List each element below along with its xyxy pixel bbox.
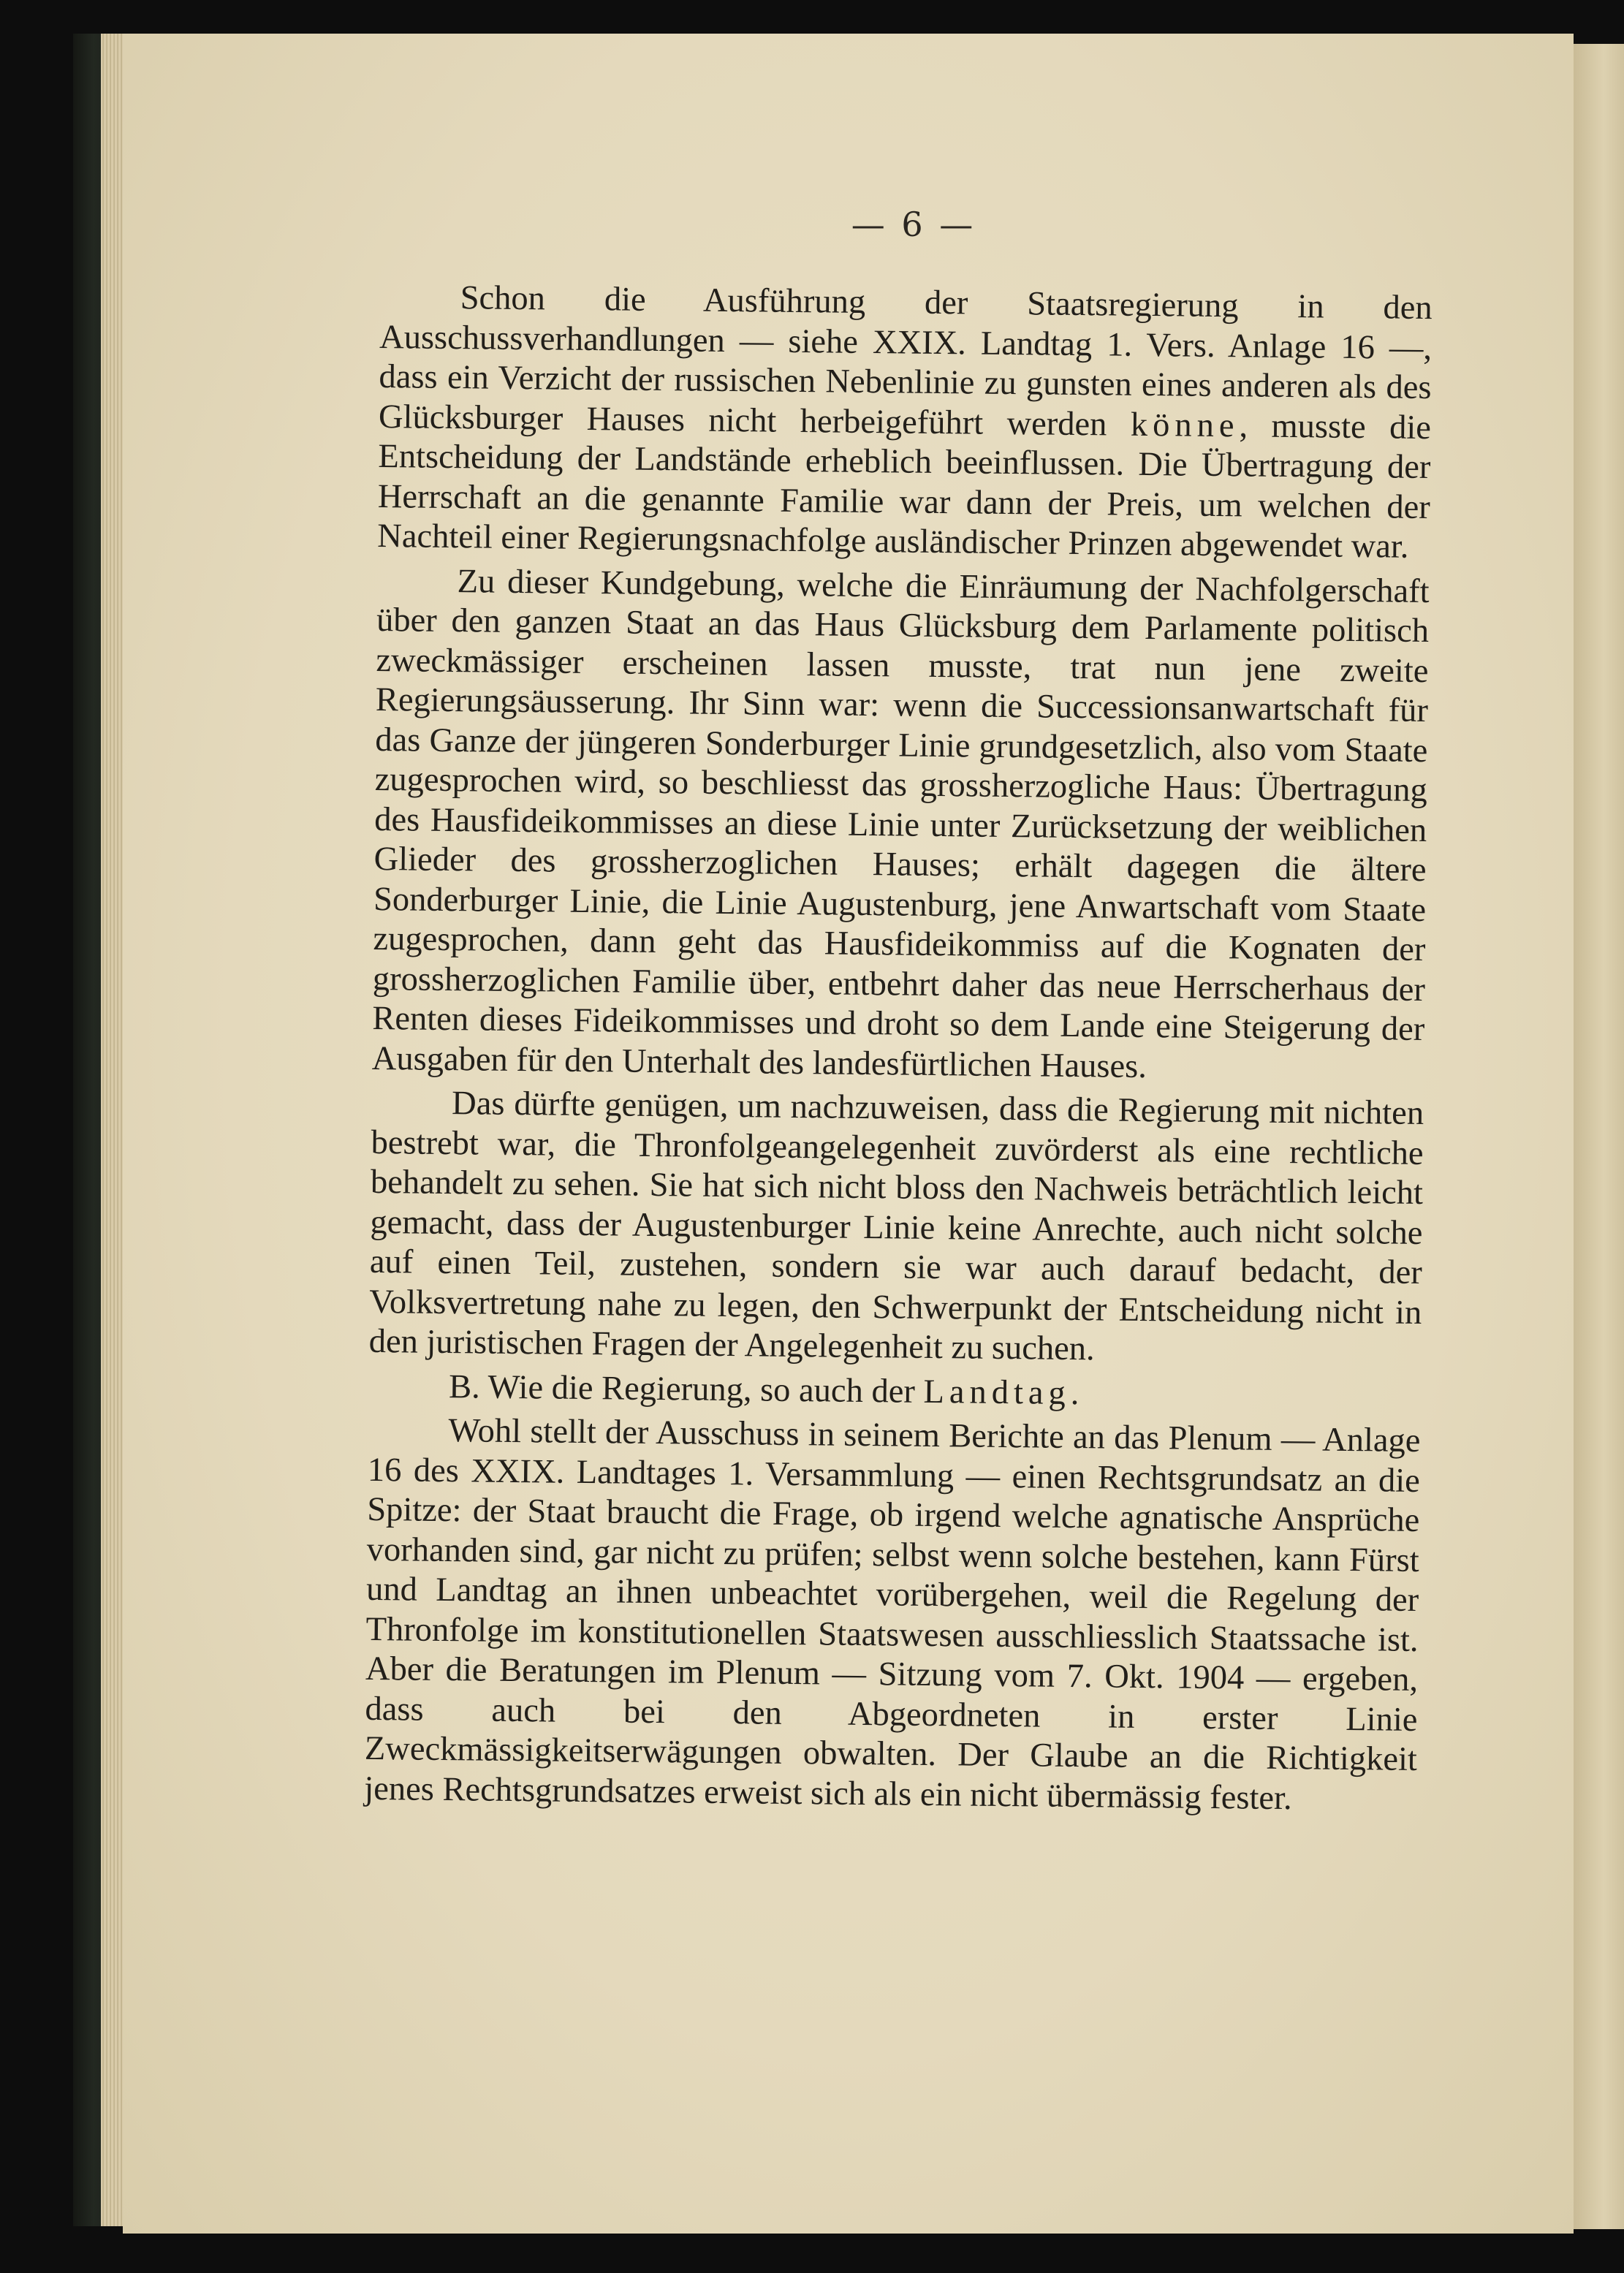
section-heading-part-1: B. Wie die Regierung, so auch der [448, 1367, 924, 1411]
paragraph-5: Wohl stellt der Ausschuss in seinem Berichte an das Plenum — Anlage 16 des XXIX. Landtages 1. Versammlung — einen Rechtsgrundsatz an die Spitze: der Staat braucht die Frage, ob irgend welche agnatische Ansprüche vorhanden sind, gar nicht zu prüfen; selbst wenn solche bestehen, kann Fürst und Landtag an ihnen unbeachtet vorübergehen, weil die Regelung der Thronfolge im konstitutionellen Staatswesen ausschliesslich Staatssache ist. Aber die Beratungen im Plenum — Sitzung vom 7. Okt. 1904 — ergeben, dass auch bei den Abgeordneten in erster Linie Zweckmässigkeitserwägungen obwalten. Der Glaube an die Richtigkeit jenes Rechtsgrundsatzes erweist sich als ein nicht übermässig fester. [364, 1412, 1421, 1817]
page-number: — 6 — [851, 205, 976, 244]
section-heading-part-3: . [1070, 1374, 1079, 1412]
paragraph-3: Das dürfte genügen, um nachzuweisen, dass die Regierung mit nichten bestrebt war, die Thronfolgeangelegenheit zuvörderst als eine rechtliche behandelt zu sehen. Sie hat sich nicht bloss den Nachweis beträchtlich leicht gemacht, dass der Augustenburger Linie keine Anrechte, auch nicht solche auf einen Teil, zustehen, sondern sie war auch darauf bedacht, der Volksvertretung nahe zu legen, den Schwerpunkt der Entscheidung nicht in den juristischen Fragen der Angelegenheit zu suchen. [368, 1085, 1424, 1368]
facing-page-edge [1574, 44, 1624, 2229]
section-heading-b [368, 1366, 1421, 1417]
section-heading-spaced-word: Landtag [923, 1373, 1071, 1412]
paragraph-2: Zu dieser Kundgebung, welche die Einräumung der Nachfolgerschaft über den ganzen Staat an das Haus Glücksburg dem Parlamente politisch zweckmässiger erscheinen lassen musste, trat nun jene zweite Regierungsäusserung. Ihr Sinn war: wenn die Successionsanwartschaft für das Ganze der jüngeren Sonderburger Linie grundgesetzlich, also vom Staate zugesprochen wird, so beschliesst das grossherzogliche Haus: Übertragung des Hausfideikommisses an diese Linie unter Zurücksetzung der weiblichen Glieder des grossherzoglichen Hauses; erhält dagegen die ältere Sonderburger Linie, die Linie Augustenburg, jene Anwartschaft vom Staate zugesprochen, dann geht das Hausfideikommiss auf die Kognaten der grossherzoglichen Familie über, entbehrt daher das neue Herrscherhaus der Renten dieses Fideikommisses und droht so dem Lande eine Steigerung der Ausgaben für den Unterhalt des landesfürtlichen Hauses. [371, 562, 1430, 1085]
paragraph-1 [377, 278, 1433, 568]
paragraph-1-part-1: Schon die Ausführung der Staatsregierung in den Ausschussverhandlungen — siehe XXIX. Landtag 1. Vers. Anlage 16 —, dass ein Verzicht der russischen Nebenlinie zu gunsten eines anderen als des Glücksburger Hauses nicht herbeigeführt werden [378, 279, 1433, 444]
paragraph-1-spaced-word: könne [1130, 406, 1240, 444]
body-text [364, 278, 1433, 1824]
paragraph-1-part-3: , musste die Entscheidung der Landstände erheblich beeinflussen. Die Übertragung der Herrschaft an die genannte Familie war dann der Preis, um welchen der Nachteil einer Regierungsnachfolge ausländischer Prinzen abgewendet war. [377, 406, 1432, 566]
